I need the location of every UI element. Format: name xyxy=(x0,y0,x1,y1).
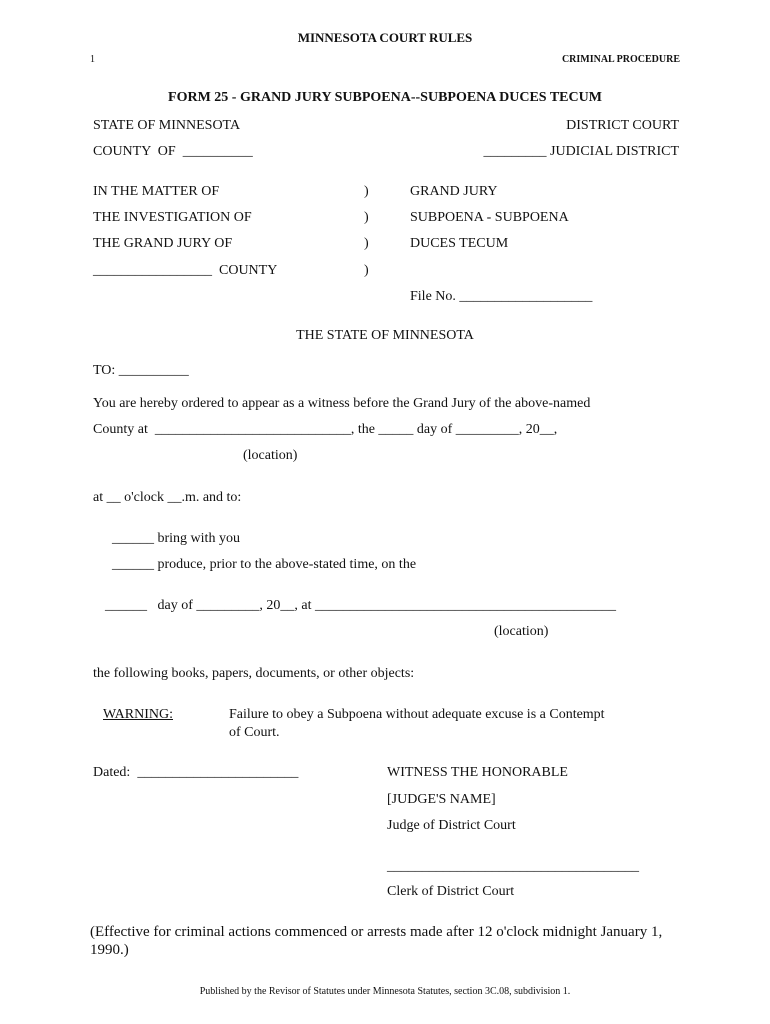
matter-paren: ) xyxy=(364,184,369,199)
dated-line: Dated: _______________________ xyxy=(93,765,299,780)
matter-left-line: _________________ COUNTY xyxy=(93,263,278,278)
order-line-1: You are hereby ordered to appear as a witness before the Grand Jury of the above-named xyxy=(93,396,591,411)
caption-court: DISTRICT COURT xyxy=(566,118,679,133)
caption-state: STATE OF MINNESOTA xyxy=(93,118,241,133)
location-label: (location) xyxy=(243,448,298,463)
option-produce: ______ produce, prior to the above-stated time, on the xyxy=(112,557,417,572)
effective-note-line: (Effective for criminal actions commenced or arrests made after 12 o'clock midnight January 1, xyxy=(90,924,663,940)
warning-label: WARNING: xyxy=(103,707,173,722)
effective-note-line: 1990.) xyxy=(90,942,129,958)
state-heading: THE STATE OF MINNESOTA xyxy=(296,328,474,343)
time-line: at __ o'clock __.m. and to: xyxy=(93,490,242,505)
matter-left-line: IN THE MATTER OF xyxy=(93,184,220,199)
file-number: File No. ___________________ xyxy=(410,289,593,304)
page-footer: Published by the Revisor of Statutes under Minnesota Statutes, section 3C.08, subdivision 1. xyxy=(199,986,571,997)
location-label: (location) xyxy=(494,624,549,639)
matter-left-line: THE GRAND JURY OF xyxy=(93,236,233,251)
witness-line: WITNESS THE HONORABLE xyxy=(387,765,568,780)
to-line: TO: __________ xyxy=(93,363,189,378)
warning-text-line: of Court. xyxy=(229,725,280,740)
judge-name: [JUDGE'S NAME] xyxy=(387,792,496,807)
form-title: FORM 25 - GRAND JURY SUBPOENA--SUBPOENA DUCES TECUM xyxy=(168,90,602,105)
matter-left-line: THE INVESTIGATION OF xyxy=(93,210,252,225)
order-line-2: County at ____________________________, the _____ day of _________, 20__, xyxy=(93,422,558,437)
matter-right-line: GRAND JURY xyxy=(410,184,498,199)
warning-text-line: Failure to obey a Subpoena without adequate excuse is a Contempt xyxy=(229,707,605,722)
matter-right-line: SUBPOENA - SUBPOENA xyxy=(410,210,569,225)
clerk-title: Clerk of District Court xyxy=(387,884,515,899)
option-bring: ______ bring with you xyxy=(112,531,240,546)
matter-paren: ) xyxy=(364,236,369,251)
caption-county: COUNTY OF __________ xyxy=(93,144,253,159)
matter-paren: ) xyxy=(364,210,369,225)
matter-paren: ) xyxy=(364,263,369,278)
header-section: CRIMINAL PROCEDURE xyxy=(561,54,680,65)
caption-district: _________ JUDICIAL DISTRICT xyxy=(483,144,679,159)
clerk-signature-line: ____________________________________ xyxy=(387,859,639,874)
matter-right-line: DUCES TECUM xyxy=(410,236,509,251)
objects-line: the following books, papers, documents, or other objects: xyxy=(93,666,415,681)
page-number: 1 xyxy=(90,54,95,65)
day-line: ______ day of _________, 20__, at ___________________________________________ xyxy=(105,598,616,613)
judge-title: Judge of District Court xyxy=(387,818,516,833)
header-title: MINNESOTA COURT RULES xyxy=(297,30,473,45)
